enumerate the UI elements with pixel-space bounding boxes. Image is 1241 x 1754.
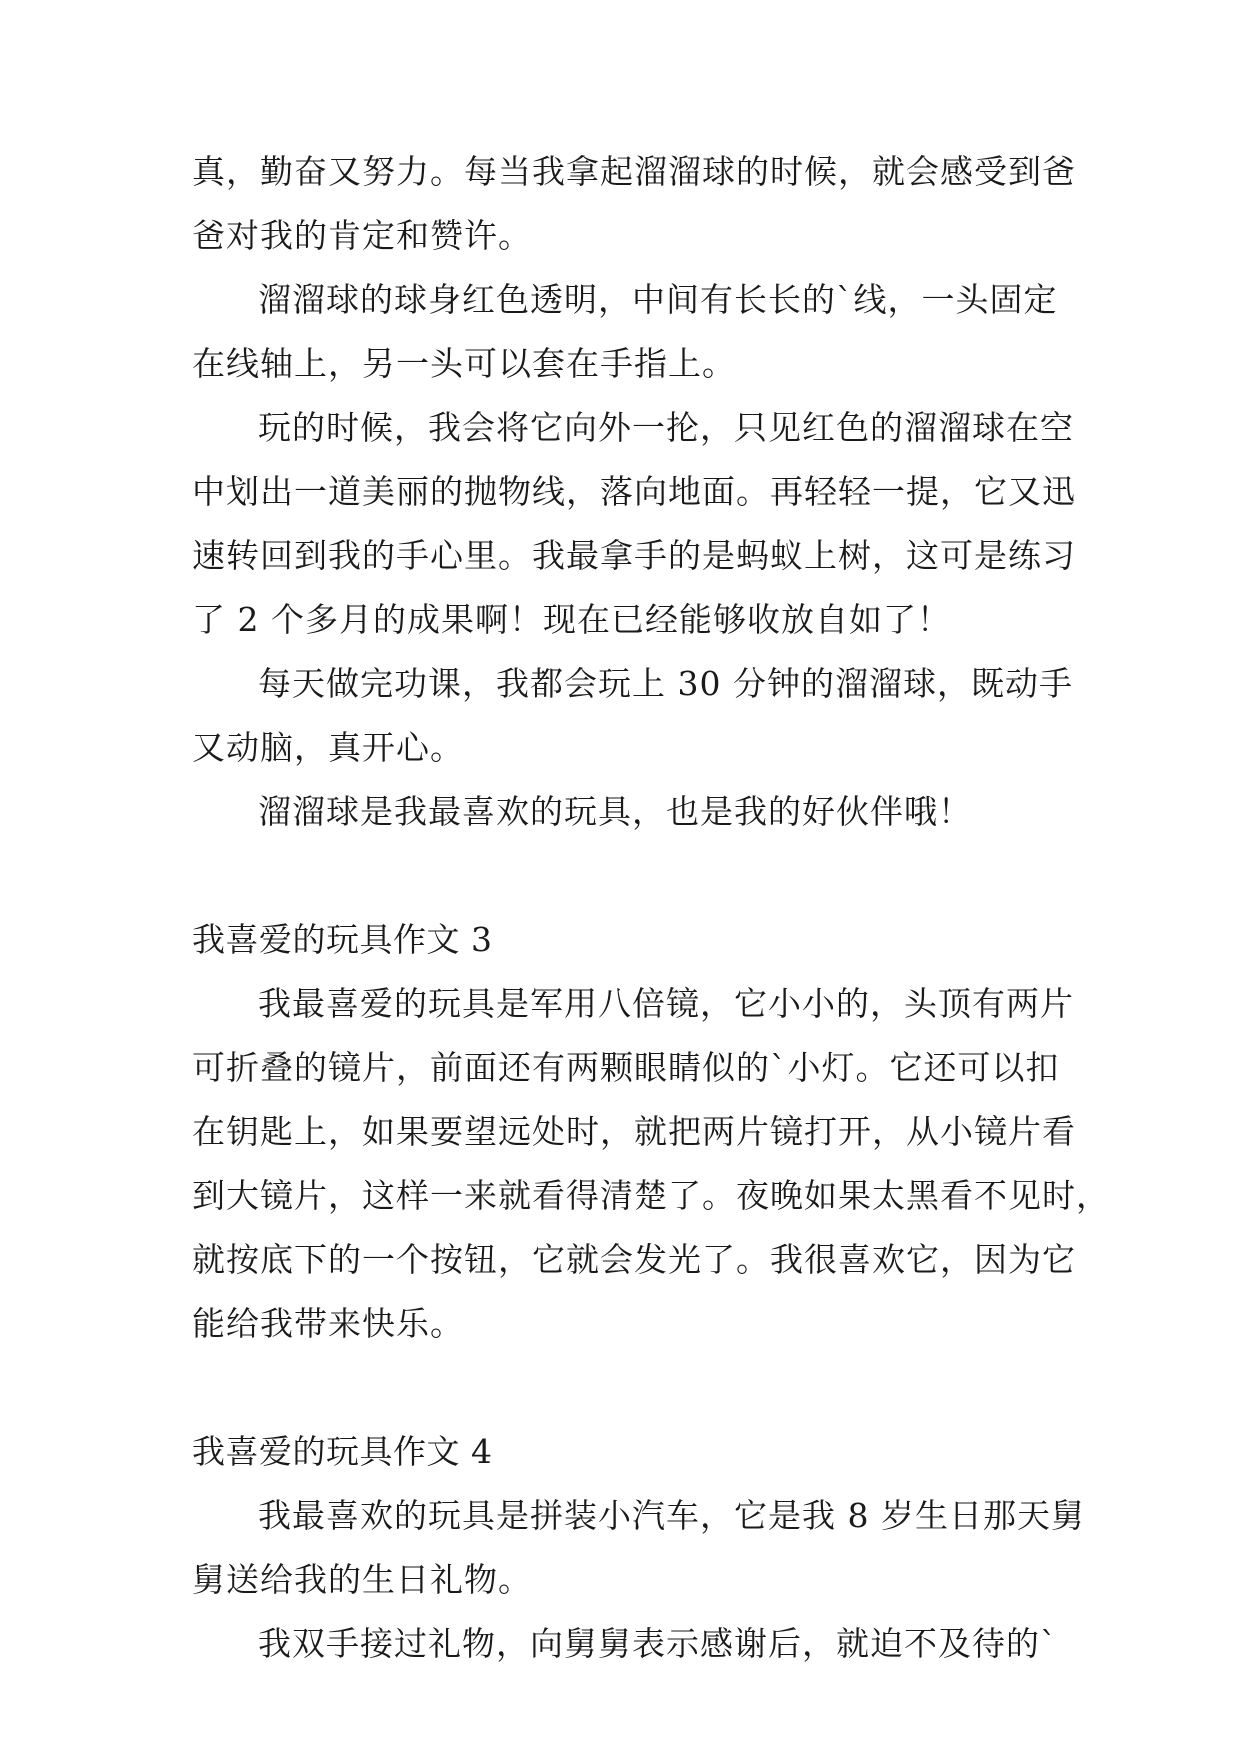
essay-title: 我喜爱的玩具作文 3 [192, 920, 493, 959]
paragraph-first-line: 每天做完功课，我都会玩上 30 分钟的溜溜球，既动手 [258, 664, 1073, 703]
paragraph-first-line: 我最喜爱的玩具是军用八倍镜，它小小的，头顶有两片 [258, 984, 1074, 1023]
text-line: 爸对我的肯定和赞许。 [192, 216, 532, 255]
paragraph-first-line: 玩的时候，我会将它向外一抡，只见红色的溜溜球在空 [258, 408, 1074, 447]
text-line: 能给我带来快乐。 [192, 1304, 464, 1343]
text-line: 可折叠的镜片，前面还有两颗眼睛似的`小灯。它还可以扣 [192, 1048, 1060, 1087]
text-line: 了 2 个多月的成果啊！现在已经能够收放自如了！ [192, 600, 951, 639]
text-line: 舅送给我的生日礼物。 [192, 1560, 532, 1599]
text-line: 真，勤奋又努力。每当我拿起溜溜球的时候，就会感受到爸 [192, 152, 1076, 191]
paragraph-first-line: 溜溜球的球身红色透明，中间有长长的`线，一头固定 [258, 280, 1058, 319]
paragraph-first-line: 我双手接过礼物，向舅舅表示感谢后，就迫不及待的` [258, 1624, 1058, 1663]
paragraph-first-line: 我最喜欢的玩具是拼装小汽车，它是我 8 岁生日那天舅 [258, 1496, 1085, 1535]
text-line: 就按底下的一个按钮，它就会发光了。我很喜欢它，因为它 [192, 1240, 1076, 1279]
text-line: 速转回到我的手心里。我最拿手的是蚂蚁上树，这可是练习 [192, 536, 1076, 575]
text-line: 在线轴上，另一头可以套在手指上。 [192, 344, 736, 383]
text-line: 到大镜片，这样一来就看得清楚了。夜晚如果太黑看不见时， [192, 1176, 1110, 1215]
text-line: 在钥匙上，如果要望远处时，就把两片镜打开，从小镜片看 [192, 1112, 1076, 1151]
text-line: 中划出一道美丽的抛物线，落向地面。再轻轻一提，它又迅 [192, 472, 1076, 511]
text-line: 又动脑，真开心。 [192, 728, 464, 767]
essay-title: 我喜爱的玩具作文 4 [192, 1432, 493, 1471]
paragraph-first-line: 溜溜球是我最喜欢的玩具，也是我的好伙伴哦！ [258, 792, 972, 831]
